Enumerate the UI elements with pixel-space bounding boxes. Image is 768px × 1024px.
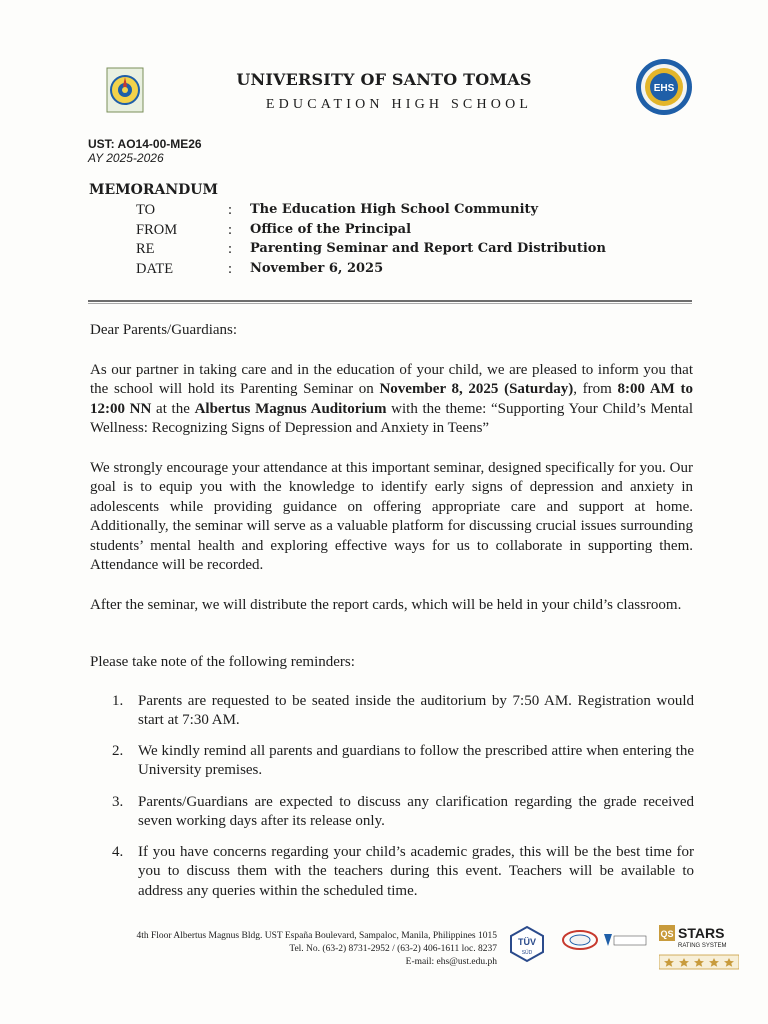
paragraph-invitation [90, 361, 693, 439]
qs-stars-rating-icon [659, 925, 739, 971]
divider-line [88, 303, 692, 304]
tuv-certification-icon [508, 925, 546, 963]
paragraph-encouragement: We strongly encourage your attendance at this important seminar, designed specifically for you. Our goal is to equip you with the knowledge to identify early signs of depression and anxiety in adolescents while providing guidance on offering appropriate care and support at home. Additionally, the seminar will serve as a valuable platform for discussing crucial issues surrounding students’ mental health and exploring effective ways for us to collaborate in supporting them. Attendance will be recorded. [90, 460, 693, 574]
divider-line [88, 300, 692, 302]
memo-value: Parenting Seminar and Report Card Distribution [250, 241, 606, 256]
list-item [112, 843, 694, 901]
tuv-sub-label: SÜD [521, 950, 533, 956]
tuv-label: TÜV [518, 937, 536, 947]
seminar-time: 8:00 AM to 12:00 NN [90, 381, 693, 417]
memo-key: FROM [136, 221, 178, 238]
list-number: 2. [112, 743, 124, 759]
memo-title: MEMORANDUM [89, 182, 219, 198]
memo-value: The Education High School Community [250, 202, 539, 217]
university-name: UNIVERSITY OF SANTO TOMAS [236, 70, 532, 89]
list-number: 1. [112, 693, 124, 709]
ehs-logo-text: EHS [653, 83, 675, 94]
memo-key: DATE [136, 260, 174, 277]
footer-address: 4th Floor Albertus Magnus Bldg. UST España Boulevard, Sampaloc, Manila, Philippines 1015 [136, 931, 497, 941]
school-name: EDUCATION HIGH SCHOOL [265, 97, 533, 112]
memo-colon: : [228, 260, 233, 277]
footer-tel: Tel. No. (63-2) 8731-2952 / (63-2) 406-1611 loc. 8237 [289, 944, 497, 954]
list-item [112, 793, 694, 832]
salutation: Dear Parents/Guardians: [90, 322, 238, 338]
seminar-venue: Albertus Magnus Auditorium [194, 400, 387, 417]
memo-colon: : [228, 221, 233, 238]
memo-value: Office of the Principal [250, 221, 412, 237]
text-run: As our partner in taking care and in the education of your child, we are pleased to inform you that the school will hold its Parenting Seminar on [90, 362, 693, 398]
memo-key: RE [136, 241, 155, 257]
list-number: 4. [112, 844, 124, 860]
memo-row-date [136, 261, 606, 281]
stars-label: STARS [678, 925, 725, 941]
reference-code: UST: AO14-00-ME26 [88, 137, 202, 151]
memo-colon: : [228, 202, 233, 218]
list-text: Parents/Guardians are expected to discuss any clarification regarding the grade received seven working days after its release only. [138, 794, 694, 830]
text-run: at the [151, 400, 195, 417]
academic-year: AY 2025-2026 [88, 151, 164, 165]
text-run: with the theme: “Supporting Your Child’s Mental Wellness: Recognizing Signs of Depression and Anxiety in Teens” [90, 400, 693, 437]
list-number: 3. [112, 794, 124, 810]
memo-colon: : [228, 241, 233, 257]
memo-header-table [136, 202, 606, 280]
text-run: , from [573, 381, 618, 398]
paragraph-reminders-intro: Please take note of the following reminders: [90, 654, 355, 670]
list-text: We kindly remind all parents and guardians to follow the prescribed attire when entering the University premises. [138, 743, 694, 779]
seminar-date: November 8, 2025 (Saturday) [379, 381, 574, 398]
memo-key: TO [136, 202, 156, 218]
list-item [112, 692, 694, 731]
footer-contact [80, 930, 497, 969]
stars-sub-label: RATING SYSTEM [678, 943, 727, 949]
list-item [112, 742, 694, 781]
memo-row-re [136, 241, 606, 261]
memo-value: November 6, 2025 [250, 260, 384, 276]
ehs-seal-icon [633, 57, 695, 117]
memo-row-to [136, 202, 606, 222]
list-text: If you have concerns regarding your child’s academic grades, this will be the best time for you to discuss them with the teachers during this event. Teachers will be available to address any queries within the scheduled time. [138, 844, 694, 899]
paragraph-report-cards: After the seminar, we will distribute the report cards, which will be held in your child’s classroom. [90, 597, 682, 613]
footer-email: E-mail: ehs@ust.edu.ph [405, 957, 497, 967]
iso-certification-icon [560, 928, 650, 952]
list-text: Parents are requested to be seated inside the auditorium by 7:50 AM. Registration would start at 7:30 AM. [138, 693, 694, 729]
qs-label: QS [660, 929, 674, 939]
memo-row-from [136, 222, 606, 242]
